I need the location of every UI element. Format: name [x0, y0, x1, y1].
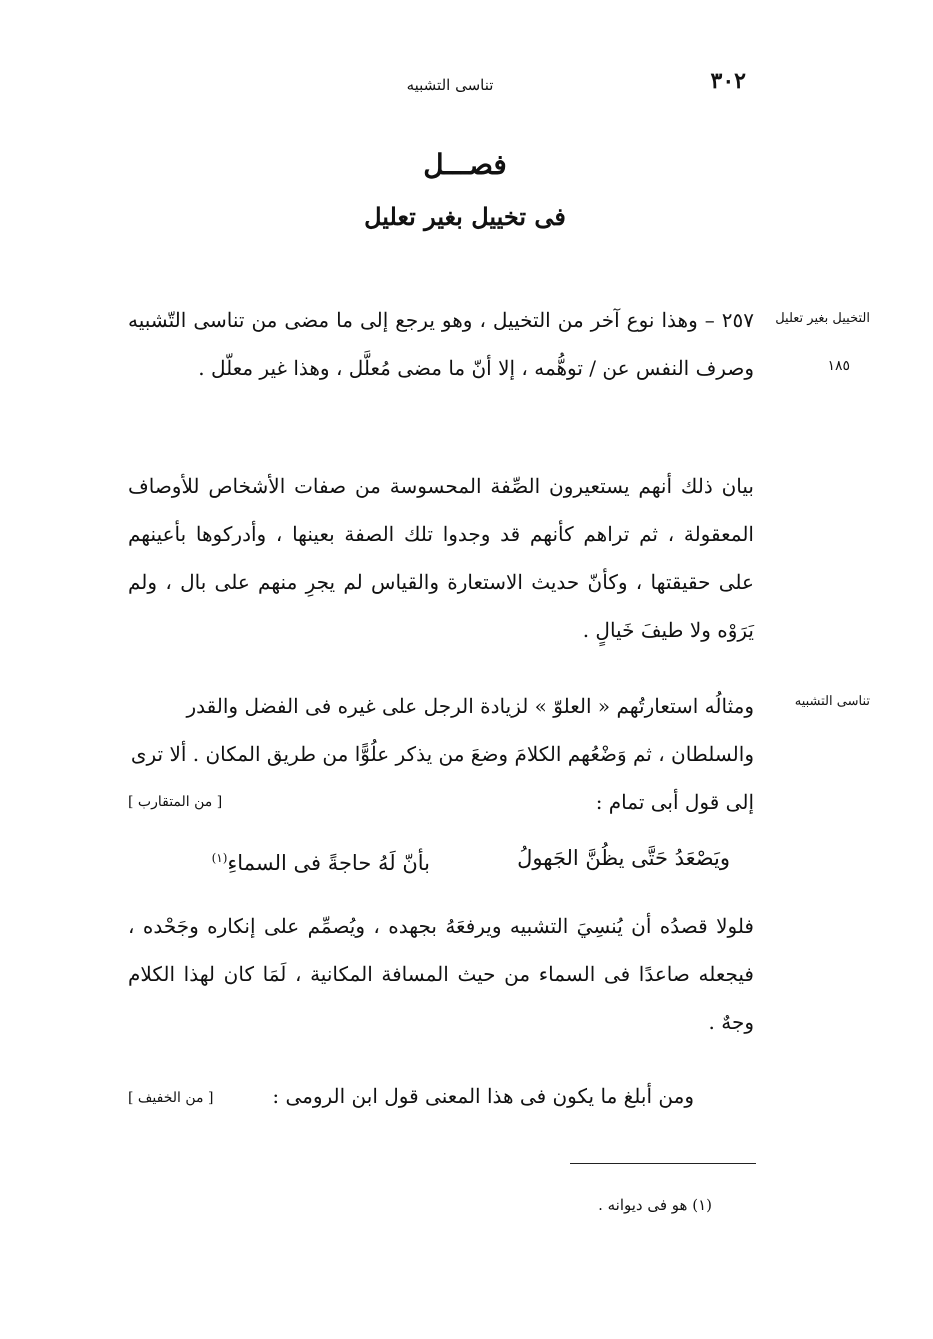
footnote-divider — [570, 1163, 756, 1164]
paragraph-ibn-rumi-intro: ومن أبلغ ما يكون فى هذا المعنى قول ابن الرومى : — [272, 1084, 694, 1108]
verse-hemistich-second — [212, 836, 430, 885]
page-number: ٣٠٢ — [710, 68, 746, 94]
section-subtitle: فى تخييل بغير تعليل — [364, 202, 566, 231]
paragraph-257: ٢٥٧ – وهذا نوع آخر من التخييل ، وهو يرجع إلى ما مضى من تناسى التّشبيه وصرف النفس عن / توهُّمه ، إلا أنّ ما مضى مُعلَّل ، وهذا غير معلّل . — [128, 308, 754, 380]
meter-label: [ من الخفيف ] — [128, 1090, 214, 1106]
paragraph-example-line: ومثالُه استعارتُهم « العلوّ » لزيادة الرجل على غيره فى الفضل والقدر — [186, 694, 754, 718]
margin-note-topic: التخييل بغير تعليل — [775, 311, 870, 326]
margin-note-subtopic: تناسى التشبيه — [794, 694, 870, 709]
verse-hemistich-second-text: بأنّ لَهُ حاجةً فى السماءِ — [227, 851, 430, 875]
paragraph-commentary: فلولا قصدُه أن يُنسِيَ التشبيه ويرفعَهُ بجهده ، ويُصمِّم على إنكاره وجَحْده ، فيجعله صاعدًا فى السماء من حيث المسافة المكانية ، لَمَا كان لهذا الكلام وجهٌ . — [128, 914, 754, 1034]
running-title: تناسى التشبيه — [406, 76, 494, 94]
paragraph-example-line: والسلطان ، ثم وَضْعُهم الكلامَ وضعَ من يذكر علُوًّا من طريق المكان . ألا ترى — [130, 742, 754, 766]
verse-hemistich-first: ويَصْعَدُ حَتَّى يظُنَّ الجَهولُ — [517, 846, 730, 870]
footnote-reference: (١) — [211, 851, 228, 865]
meter-label: [ من المتقارب ] — [128, 794, 223, 810]
paragraph-explanation: بيان ذلك أنهم يستعيرون الصِّفة المحسوسة من صفات الأشخاص للأوصاف المعقولة ، ثم تراهم كأنهم قد وجدوا تلك الصفة بعينها ، وأدركوها بأعينهم على حقيقتها ، وكأنّ حديث الاستعارة والقياس لم يجرِ منهم على بال ، ولم يَرَوْه ولا طيفَ خَيالٍ . — [128, 474, 754, 642]
paragraph-example-line: إلى قول أبى تمام : — [595, 790, 754, 814]
margin-note-manuscript-page: ١٨٥ — [827, 358, 850, 374]
section-title: فصـــل — [423, 148, 507, 181]
footnote: (١) هو فى ديوانه . — [598, 1196, 712, 1214]
